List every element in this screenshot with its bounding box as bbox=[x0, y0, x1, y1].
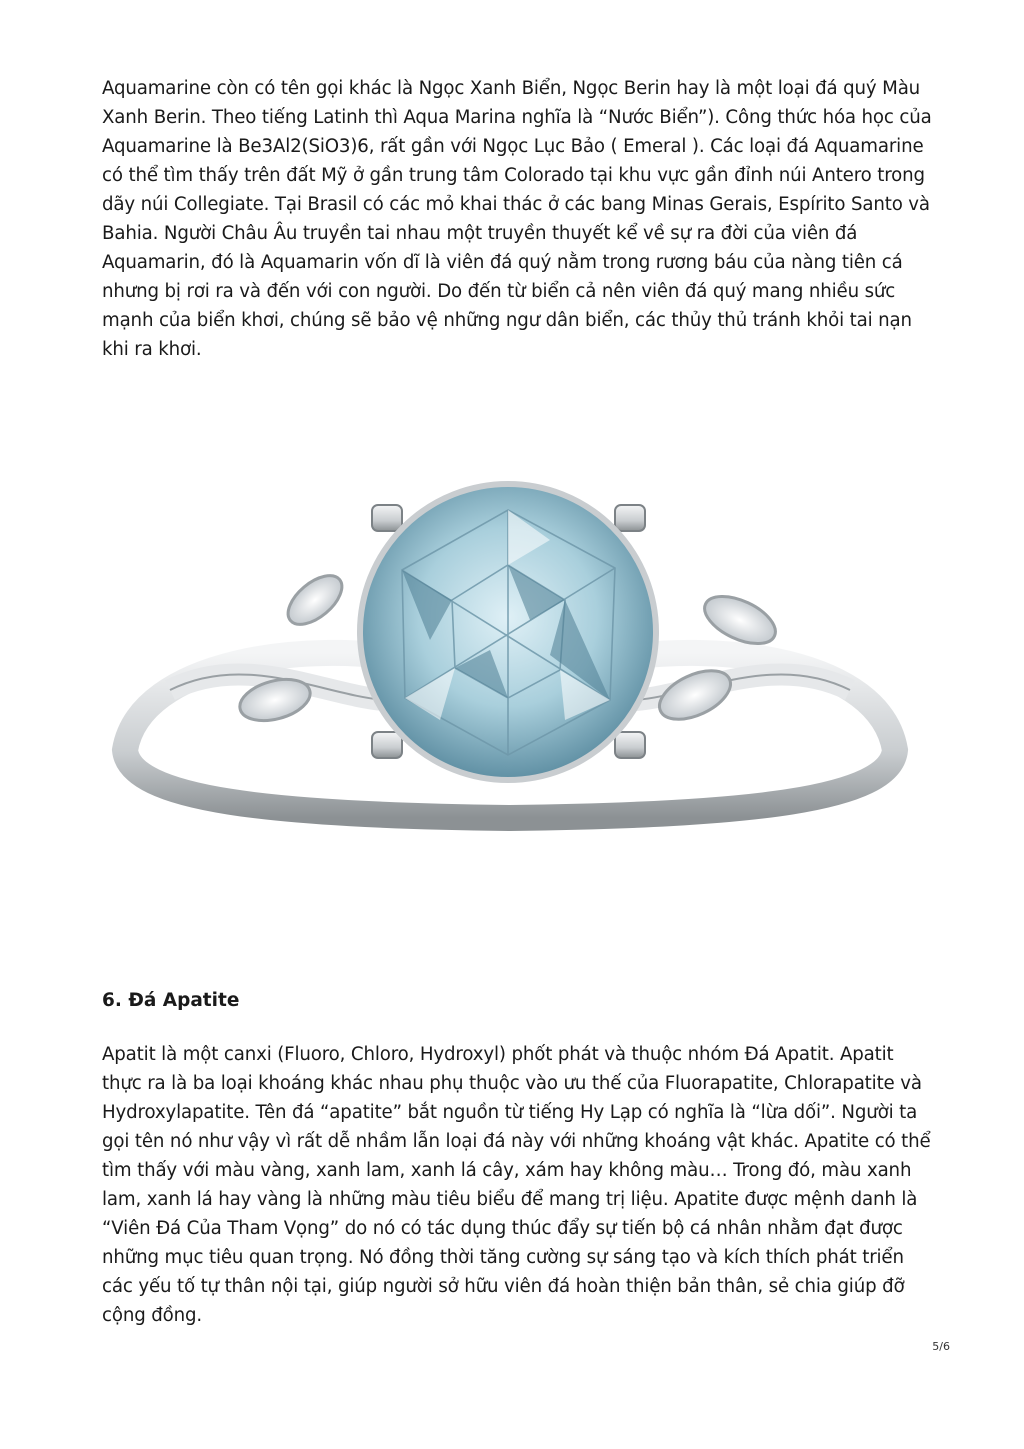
section-heading: 6. Đá Apatite bbox=[102, 990, 240, 1011]
intro-paragraph: Aquamarine còn có tên gọi khác là Ngọc Xanh Biển, Ngọc Berin hay là một loại đá quý Màu Xanh Berin. Theo tiếng Latinh thì Aqua Marina nghĩa là “Nước Biển”). Công thức hóa học của Aquamarine là Be3Al2(SiO3)6, rất gần với Ngọc Lục Bảo ( Emeral ). Các loại đá Aquamarine có thể tìm thấy trên đất Mỹ ở gần trung tâm Colorado tại khu vực gần đỉnh núi Antero trong dãy núi Collegiate. Tại Brasil có các mỏ khai thác ở các bang Minas Gerais, Espírito Santo và Bahia. Người Châu Âu truyền tai nhau một truyền thuyết kể về sự ra đời của viên đá Aquamarin, đó là Aquamarin vốn dĩ là viên đá quý nằm trong rương báu của nàng tiên cá nhưng bị rơi ra và đến với con người. Do đến từ biển cả nên viên đá quý mang nhiều sức mạnh của biển khơi, chúng sẽ bảo vệ những ngư dân biển, các thủy thủ tránh khỏi tai nạn khi ra khơi. bbox=[102, 78, 932, 360]
page-number: 5/6 bbox=[932, 1340, 950, 1353]
diamond-left-upper bbox=[280, 566, 351, 633]
apatite-paragraph: Apatit là một canxi (Fluoro, Chloro, Hydroxyl) phốt phát và thuộc nhóm Đá Apatit. Apatit thực ra là ba loại khoáng khác nhau phụ thuộc vào ưu thế của Fluorapatite, Chlorapatite và Hydroxylapatite. Tên đá “apatite” bắt nguồn từ tiếng Hy Lạp có nghĩa là “lừa dối”. Người ta gọi tên nó như vậy vì rất dễ nhầm lẫn loại đá này với những khoáng vật khác. Apatite có thể tìm thấy với màu vàng, xanh lam, xanh lá cây, xám hay không màu… Trong đó, màu xanh lam, xanh lá hay vàng là những màu tiêu biểu để mang trị liệu. Apatite được mệnh danh là “Viên Đá Của Tham Vọng” do nó có tác dụng thúc đẩy sự tiến bộ cá nhân nhằm đạt được những mục tiêu quan trọng. Nó đồng thời tăng cường sự sáng tạo và kích thích phát triển các yếu tố tự thân nội tại, giúp người sở hữu viên đá hoàn thiện bản thân, sẻ chia giúp đỡ cộng đồng. bbox=[102, 1044, 931, 1326]
aquamarine-ring-image bbox=[110, 470, 910, 900]
